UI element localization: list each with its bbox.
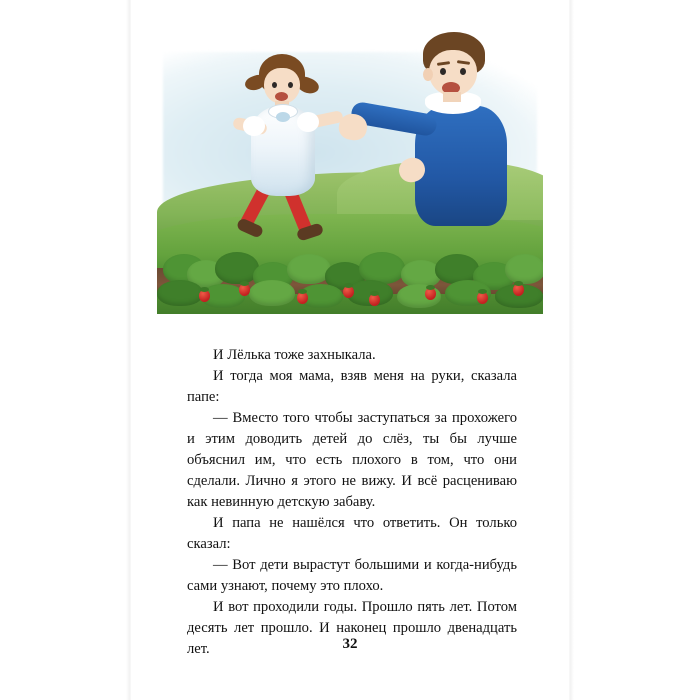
page-number: 32 [342, 636, 358, 652]
strawberry-berry [343, 286, 354, 298]
paragraph: И тогда моя мама, взяв меня на руки, сказала папе: [187, 368, 517, 405]
girl-shoe-left [236, 217, 265, 239]
girl-bow [276, 112, 290, 122]
illustration-boy [363, 30, 543, 240]
girl-eye-left [272, 82, 277, 88]
paragraph: — Вместо того чтобы заступаться за прохожего и этим доводить детей до слёз, ты бы лучше объяснил им, что есть плохого в том, что они сделали. Лично я этого не вижу. И всё расцениваю как невинную детскую забаву. [187, 410, 517, 510]
strawberry-leaf [157, 280, 203, 306]
illustration-girl [235, 54, 355, 254]
strawberry-berry [425, 288, 436, 300]
boy-neck [443, 92, 461, 102]
strawberry-berry [297, 292, 308, 304]
girl-sleeve-right [297, 112, 319, 132]
paragraph: И папа не нашёлся что ответить. Он только сказал: [187, 515, 517, 552]
paragraph: И Лёлька тоже захныкала. [213, 347, 376, 363]
paragraph: И вот проходили годы. Прошло пять лет. Потом десять лет прошло. И наконец прошло двенадцать лет. [187, 599, 517, 657]
boy-eye-left [440, 68, 446, 75]
strawberry-berry [239, 284, 250, 296]
girl-mouth [275, 92, 288, 101]
page-text [187, 345, 517, 660]
book-page [131, 0, 569, 700]
page-illustration [157, 22, 543, 314]
boy-eye-right [460, 68, 466, 75]
girl-eye-right [288, 82, 293, 88]
strawberry-berry [513, 284, 524, 296]
strawberry-leaf [505, 254, 543, 284]
strawberry-leaf [249, 280, 295, 306]
strawberry-berry [477, 292, 488, 304]
girl-sleeve-left [243, 116, 265, 136]
paragraph: — Вот дети вырастут большими и когда-нибудь сами узнают, почему это плохо. [187, 557, 517, 594]
strawberry-berry [199, 290, 210, 302]
strawberry-berry [369, 294, 380, 306]
boy-ear [423, 68, 433, 81]
